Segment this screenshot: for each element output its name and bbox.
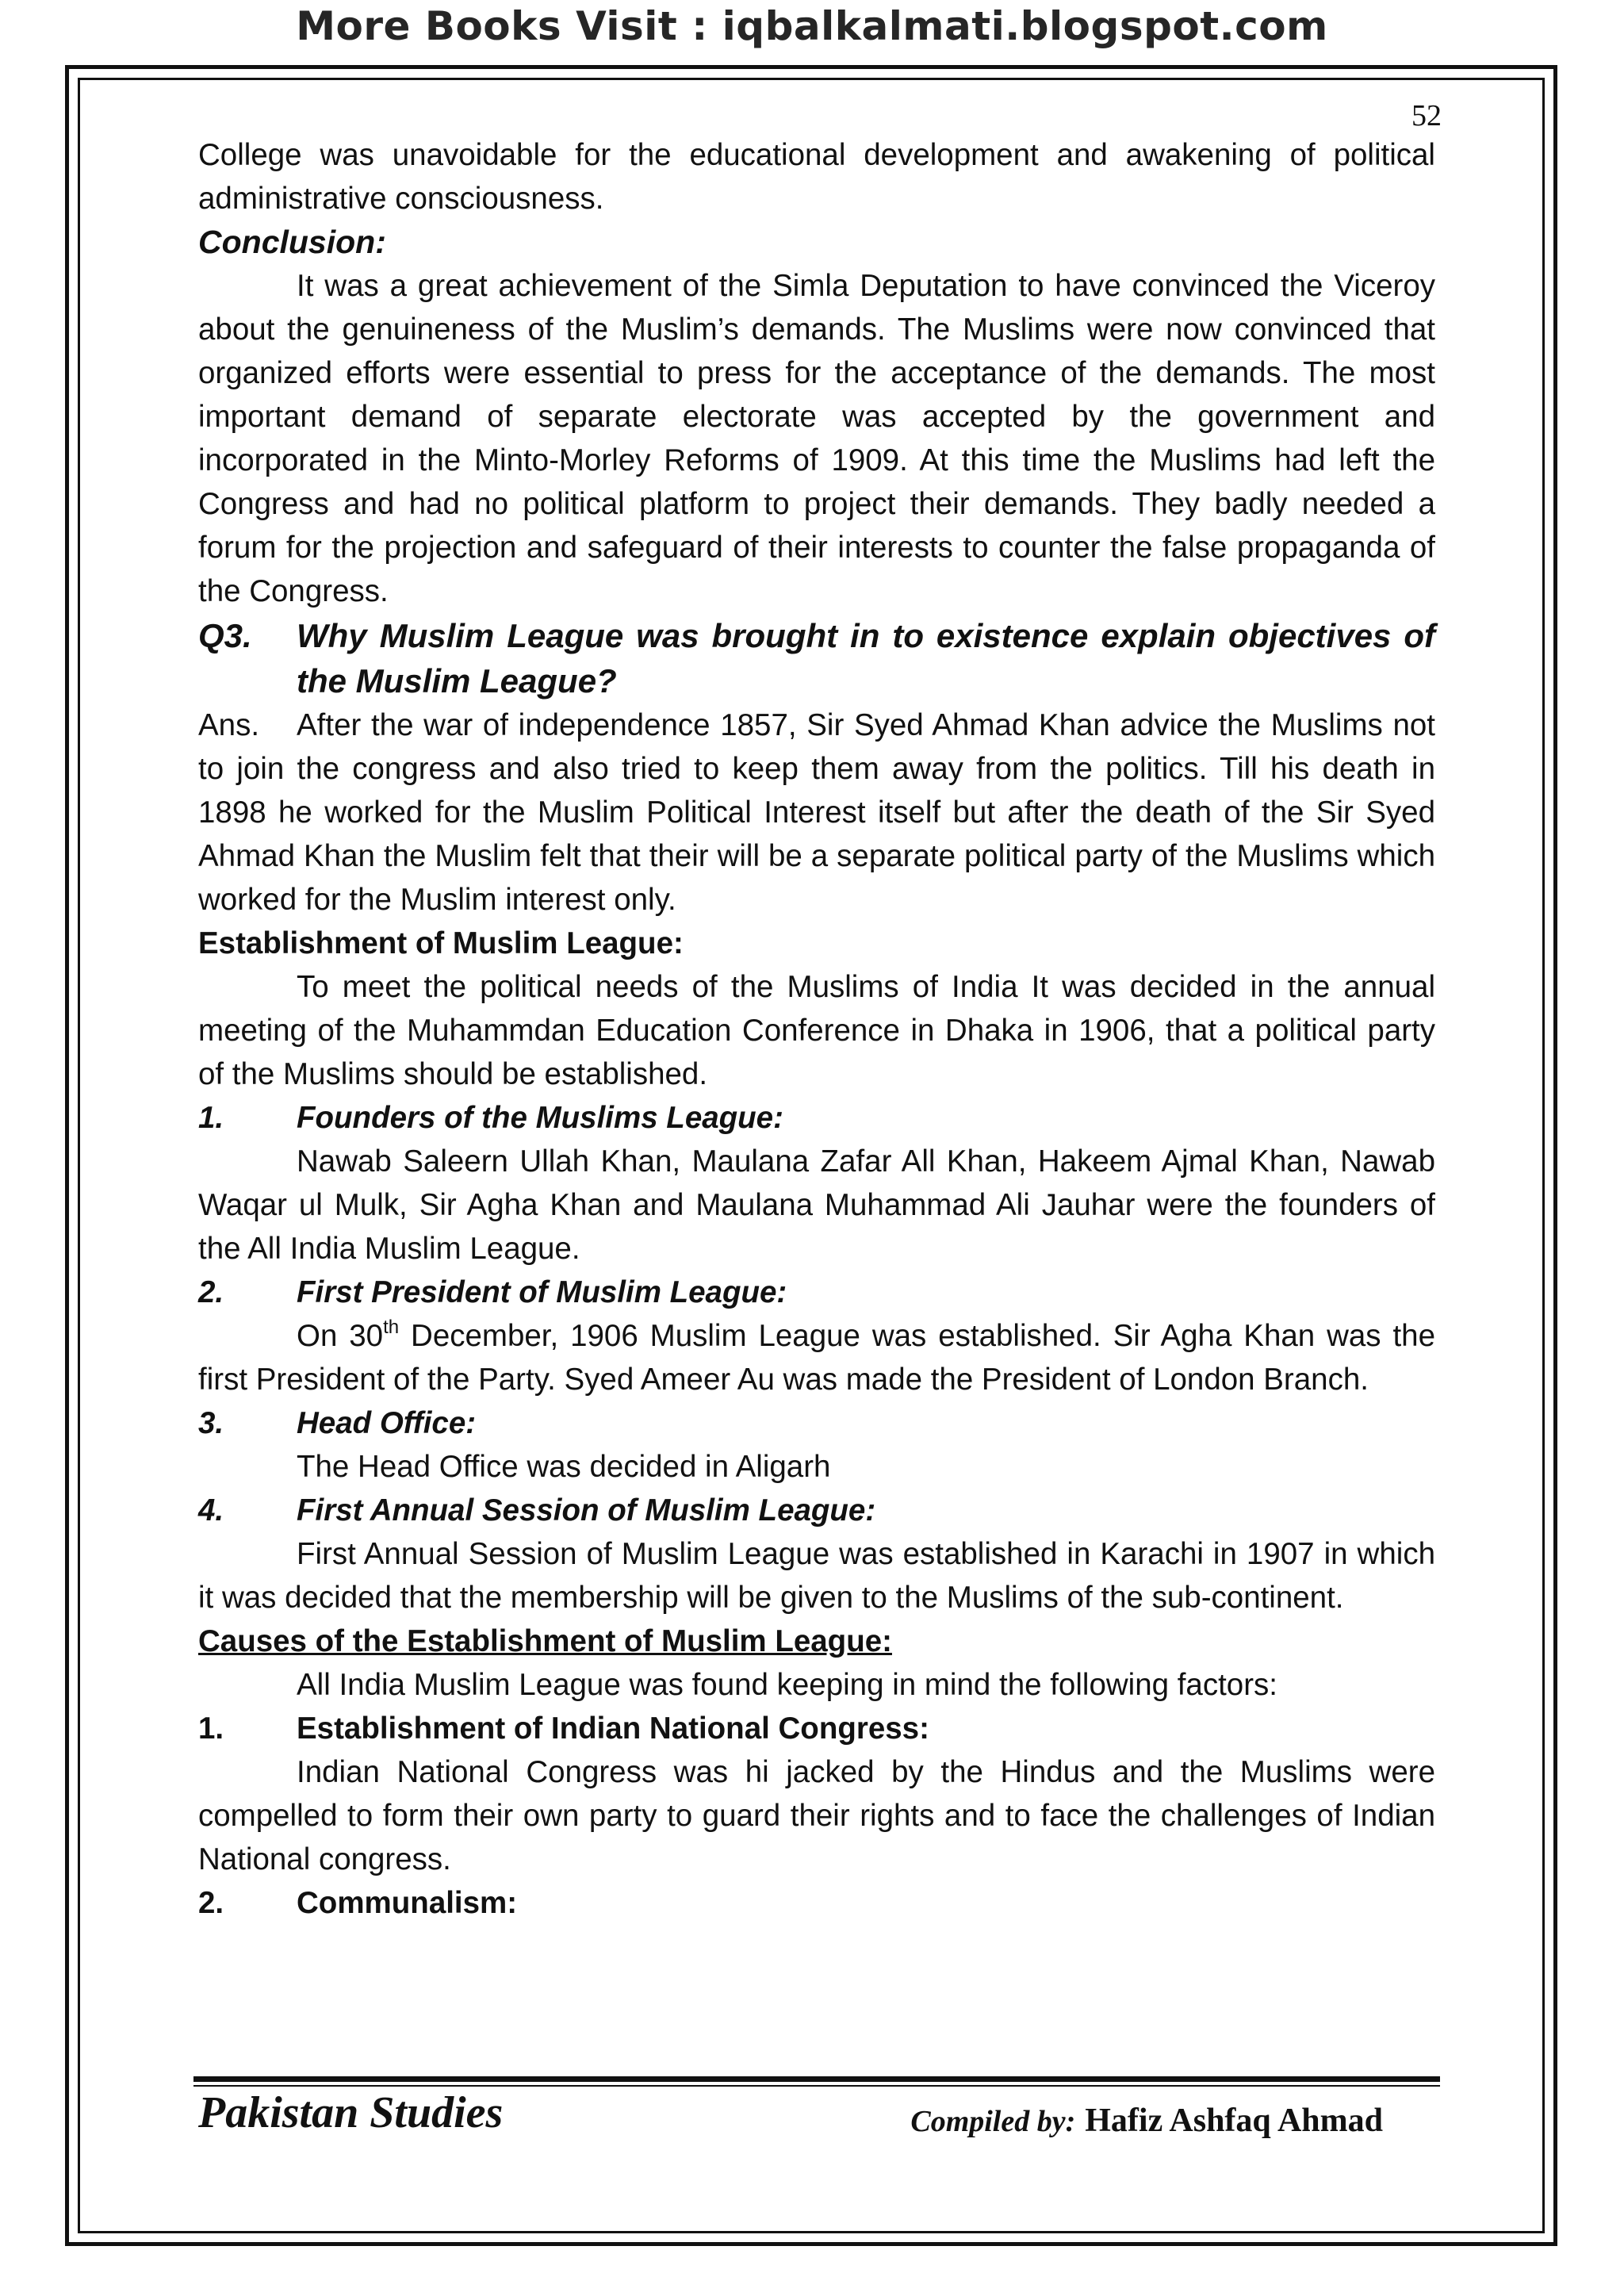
- footer-rule-thin: [193, 2085, 1440, 2087]
- section-head-office-heading: [198, 1401, 1435, 1445]
- section-title: First Annual Session of Muslim League:: [297, 1493, 876, 1527]
- compiled-by-label: Compiled by:: [910, 2105, 1076, 2138]
- page-number: 52: [1411, 99, 1442, 132]
- cause-1-paragraph: Indian National Congress was hi jacked by the Hindus and the Muslims were compelled to form their own party to guard their rights and to face the challenges of Indian National congress.: [198, 1755, 1435, 1876]
- section-president-heading: [198, 1271, 1435, 1314]
- section-number: 4.: [198, 1493, 224, 1527]
- president-paragraph: [198, 1314, 1435, 1401]
- establishment-heading: Establishment of Muslim League:: [198, 926, 684, 960]
- compiler-name: Hafiz Ashfaq Ahmad: [1085, 2102, 1383, 2139]
- cause-title: Establishment of Indian National Congress:: [297, 1711, 929, 1746]
- establishment-paragraph: To meet the political needs of the Muslims of India It was decided in the annual meeting of the Muhammdan Education Conference in Dhaka in 1906, that a political party of the Muslims should be established.: [198, 970, 1435, 1091]
- cause-1-heading: [198, 1707, 1435, 1750]
- head-office-paragraph: The Head Office was decided in Aligarh: [297, 1450, 831, 1484]
- president-text-end: December, 1906 Muslim League was established. Sir Agha Khan was the first President of the Party. Syed Ameer Au was made the President of London Branch.: [198, 1319, 1435, 1397]
- footer-book-title: Pakistan Studies: [198, 2088, 504, 2137]
- paragraph-intro: College was unavoidable for the educational development and awakening of political administrative consciousness.: [198, 138, 1435, 216]
- page-body: [198, 133, 1435, 1925]
- question-number: Q3.: [198, 617, 252, 654]
- section-title: First President of Muslim League:: [297, 1275, 787, 1309]
- conclusion-paragraph: It was a great achievement of the Simla Deputation to have convinced the Viceroy about the genuineness of the Muslim’s demands. The Muslims were now convinced that organized efforts were essential to press for the acceptance of the demands. The most important demand of separate electorate was accepted by the government and incorporated in the Minto-Morley Reforms of 1909. At this time the Muslims had left the Congress and had no political platform to project their demands. They badly needed a forum for the projection and safeguard of their interests to counter the false propaganda of the Congress.: [198, 269, 1435, 608]
- conclusion-heading: Conclusion:: [198, 224, 386, 260]
- footer-credit: [910, 2102, 1383, 2140]
- footer-rule-thick: [193, 2076, 1440, 2082]
- causes-intro: All India Muslim League was found keeping in mind the following factors:: [297, 1668, 1277, 1702]
- question-text: Why Muslim League was brought in to existence explain objectives of the Muslim League?: [297, 617, 1435, 700]
- ordinal-suffix: th: [383, 1317, 400, 1338]
- section-title: Head Office:: [297, 1406, 477, 1440]
- president-text-start: On 30: [297, 1319, 384, 1353]
- cause-number: 1.: [198, 1711, 224, 1746]
- site-banner: More Books Visit : iqbalkalmati.blogspot.com: [296, 3, 1328, 49]
- cause-title: Communalism:: [297, 1886, 518, 1920]
- answer-paragraph: [198, 703, 1435, 922]
- founders-paragraph: Nawab Saleern Ullah Khan, Maulana Zafar All Khan, Hakeem Ajmal Khan, Nawab Waqar ul Mulk, Sir Agha Khan and Maulana Muhammad Ali Jauhar were the founders of the All India Muslim League.: [198, 1144, 1435, 1266]
- section-number: 1.: [198, 1101, 224, 1135]
- section-title: Founders of the Muslims League:: [297, 1101, 783, 1135]
- section-number: 3.: [198, 1406, 224, 1440]
- cause-number: 2.: [198, 1886, 224, 1920]
- section-annual-session-heading: [198, 1489, 1435, 1532]
- section-number: 2.: [198, 1275, 224, 1309]
- cause-2-heading: [198, 1881, 1435, 1925]
- answer-text: After the war of independence 1857, Sir Syed Ahmad Khan advice the Muslims not to join the congress and also tried to keep them away from the politics. Till his death in 1898 he worked for the Muslim Political Interest itself but after the death of the Sir Syed Ahmad Khan the Muslim felt that their will be a separate political party of the Muslims which worked for the Muslim interest only.: [198, 708, 1435, 917]
- annual-session-paragraph: First Annual Session of Muslim League was established in Karachi in 1907 in which it was decided that the membership will be given to the Muslims of the sub-continent.: [198, 1537, 1435, 1615]
- causes-heading: Causes of the Establishment of Muslim League:: [198, 1624, 892, 1658]
- answer-label: Ans.: [198, 708, 260, 742]
- question-3: [198, 613, 1435, 703]
- section-founders-heading: [198, 1096, 1435, 1140]
